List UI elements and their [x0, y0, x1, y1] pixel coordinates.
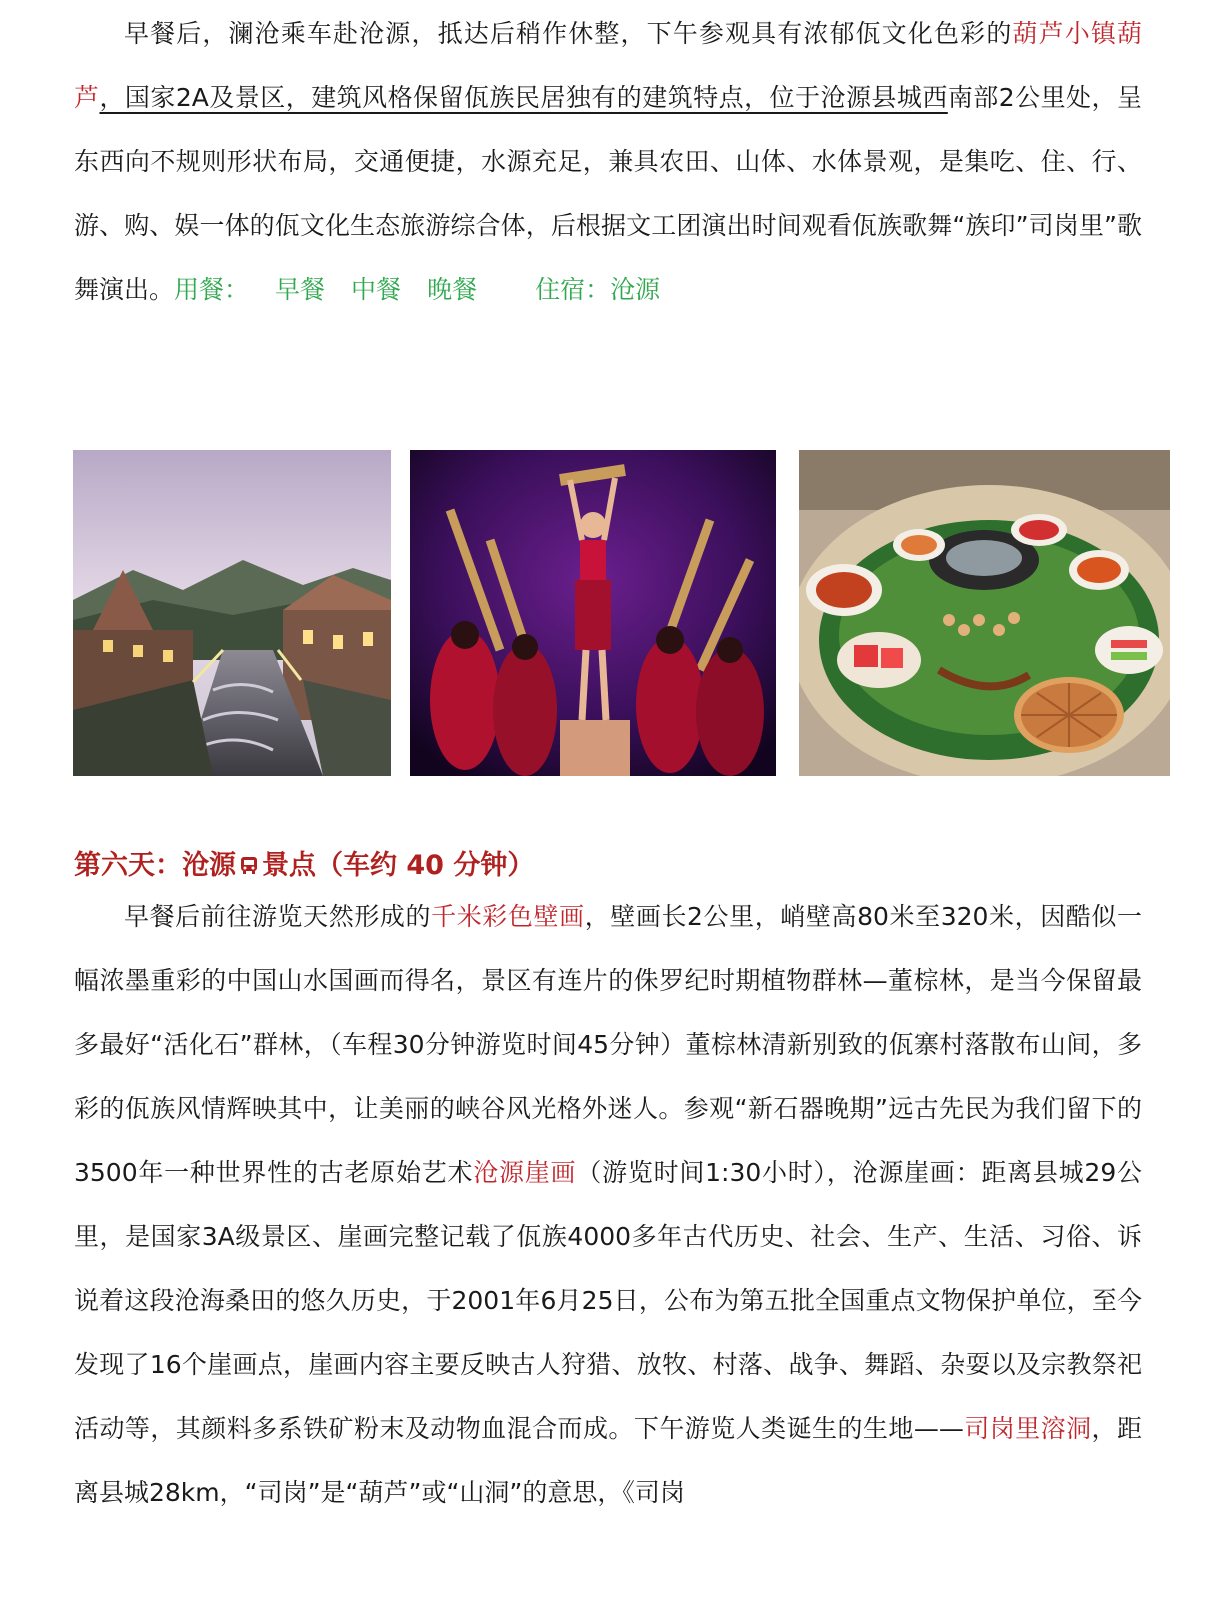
intro-lead: 早餐后，澜沧乘车赴沧源，抵达后稍作休整，下午参观具有浓郁佤文化色彩的	[124, 19, 1013, 48]
day-six-paragraph	[74, 885, 1142, 1525]
hulu-town-highlight: 葫芦小镇葫芦	[74, 19, 1142, 112]
stay-value: 沧源	[610, 275, 661, 304]
day-six-text-4: ，距离县城28km，“司岗”是“葫芦”或“山洞”的意思，《司岗	[74, 1414, 1142, 1507]
meal-lunch: 中餐	[351, 275, 402, 304]
wa-banquet-photo	[799, 450, 1170, 776]
wa-dance-performance-photo	[410, 450, 776, 776]
sigangli-cave-highlight: 司岗里溶洞	[963, 1414, 1092, 1443]
cangyuan-cliff-painting-highlight: 沧源崖画	[473, 1158, 577, 1187]
intro-paragraph	[74, 2, 1142, 322]
day-six-text-1: 早餐后前往游览天然形成的	[124, 902, 432, 931]
colorful-mural-highlight: 千米彩色壁画	[431, 902, 585, 931]
meal-dinner: 晚餐	[427, 275, 478, 304]
day-six-text-3: （游览时间1:30小时），沧源崖画：距离县城29公里，是国家3A级景区、崖画完整记载了佤族4000多年古代历史、社会、生产、生活、习俗、诉说着这段沧海桑田的悠久历史，于2001年6月25日，公布为第五批全国重点文物保护单位，至今发现了16个崖画点，崖画内容主要反映古人狩猎、放牧、村落、战争、舞蹈、杂耍以及宗教祭祀活动等，其颜料多系铁矿粉末及动物血混合而成。下午游览人类诞生的生地——	[74, 1158, 1142, 1443]
intro-body: 南部2公里处，呈东西向不规则形状布局，交通便捷，水源充足，兼具农田、山体、水体景观，是集吃、住、行、游、购、娱一体的佤文化生态旅游综合体，后根据文工团演出时间观看佤族歌舞“族印”司岗里”歌舞演出。	[74, 83, 1142, 304]
day-six-title-start: 第六天：沧源	[74, 850, 236, 881]
meals-label: 用餐：	[174, 275, 250, 304]
stay-label: 住宿：	[535, 275, 611, 304]
day-six-title	[74, 846, 534, 886]
meal-breakfast: 早餐	[275, 275, 326, 304]
day-six-text-2: ，壁画长2公里，峭壁高80米至320米，因酷似一幅浓墨重彩的中国山水国画而得名，景区有连片的侏罗纪时期植物群林—董棕林，是当今保留最多最好“活化石”群林，（车程30分钟游览时间45分钟）董棕林清新别致的佤寨村落散布山间，多彩的佤族风情辉映其中，让美丽的峡谷风光格外迷人。参观“新石器晚期”远古先民为我们留下的3500年一种世界性的古老原始艺术	[74, 902, 1142, 1187]
hulu-town-photo	[73, 450, 391, 776]
bus-icon	[238, 854, 260, 876]
day-six-title-end: 景点（车约 40 分钟）	[262, 850, 535, 881]
hulu-town-description: ，国家2A及景区，建筑风格保留佤族民居独有的建筑特点，位于沧源县城西	[99, 83, 948, 112]
